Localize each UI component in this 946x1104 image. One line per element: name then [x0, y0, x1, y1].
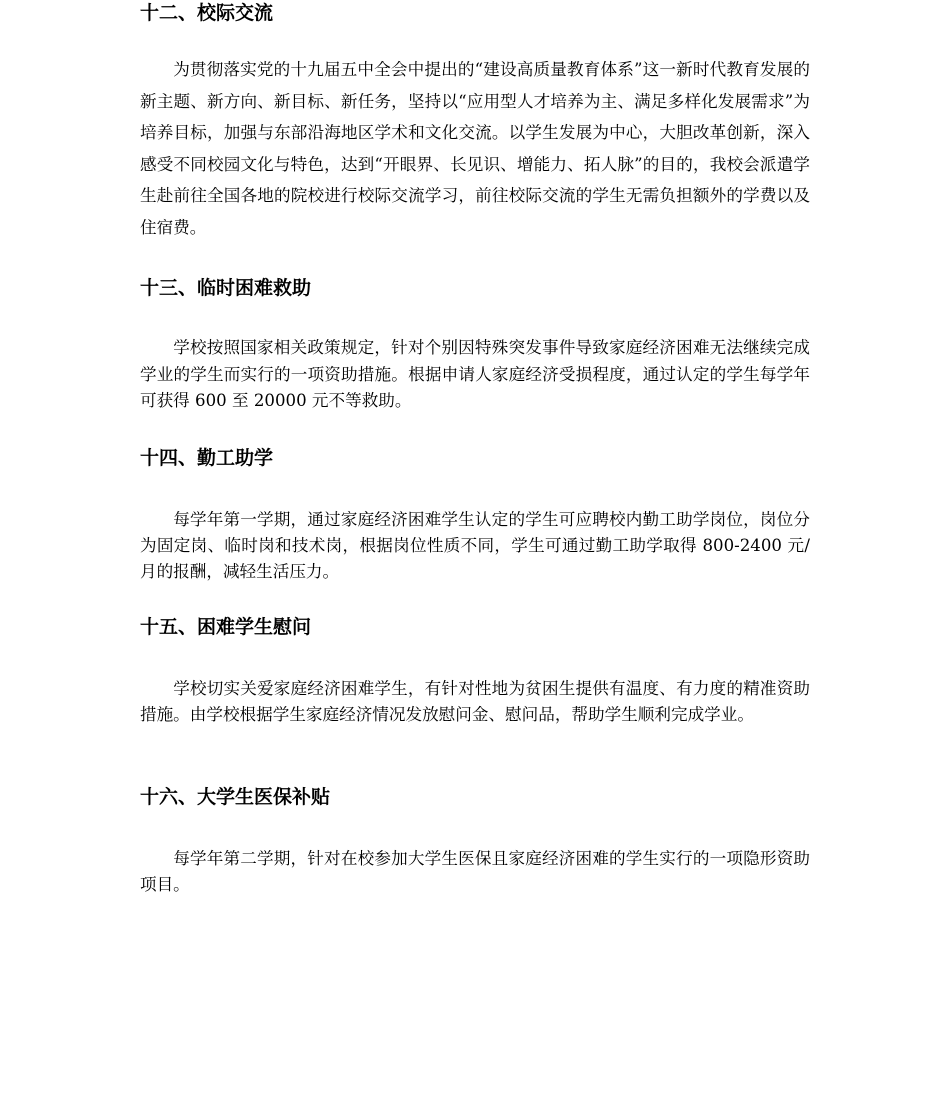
section-heading: 十二、校际交流 [140, 2, 274, 24]
section-medical-insurance-subsidy [140, 784, 810, 898]
section-paragraph: 学校按照国家相关政策规定，针对个别因特殊突发事件导致家庭经济困难无法继续完成学业的学生而实行的一项资助措施。根据申请人家庭经济受损程度，通过认定的学生每学年可获得 600 至 20000 元不等救助。 [140, 338, 810, 410]
section-heading: 十四、勤工助学 [140, 447, 274, 469]
section-work-study [140, 445, 810, 585]
section-heading: 十五、困难学生慰问 [140, 616, 312, 638]
section-paragraph: 为贯彻落实党的十九届五中全会中提出的“建设高质量教育体系”这一新时代教育发展的新主题、新方向、新目标、新任务，坚持以“应用型人才培养为主、满足多样化发展需求”为培养目标，加强与东部沿海地区学术和文化交流。以学生发展为中心，大胆改革创新，深入感受不同校园文化与特色，达到“开眼界、长见识、增能力、拓人脉”的目的，我校会派遣学生赴前往全国各地的院校进行校际交流学习，前往校际交流的学生无需负担额外的学费以及住宿费。 [140, 60, 810, 237]
section-paragraph: 每学年第一学期，通过家庭经济困难学生认定的学生可应聘校内勤工助学岗位，岗位分为固定岗、临时岗和技术岗，根据岗位性质不同，学生可通过勤工助学取得 800-2400 元/月的报酬，减轻生活压力。 [140, 510, 810, 581]
section-paragraph: 学校切实关爱家庭经济困难学生，有针对性地为贫困生提供有温度、有力度的精准资助措施。由学校根据学生家庭经济情况发放慰问金、慰问品，帮助学生顺利完成学业。 [140, 679, 810, 724]
section-heading: 十三、临时困难救助 [140, 277, 312, 299]
section-campus-exchange [140, 0, 810, 243]
section-student-visits [140, 614, 810, 728]
section-temporary-hardship-aid [140, 275, 810, 415]
section-paragraph: 每学年第二学期，针对在校参加大学生医保且家庭经济困难的学生实行的一项隐形资助项目。 [140, 849, 810, 894]
section-heading: 十六、大学生医保补贴 [140, 786, 331, 808]
